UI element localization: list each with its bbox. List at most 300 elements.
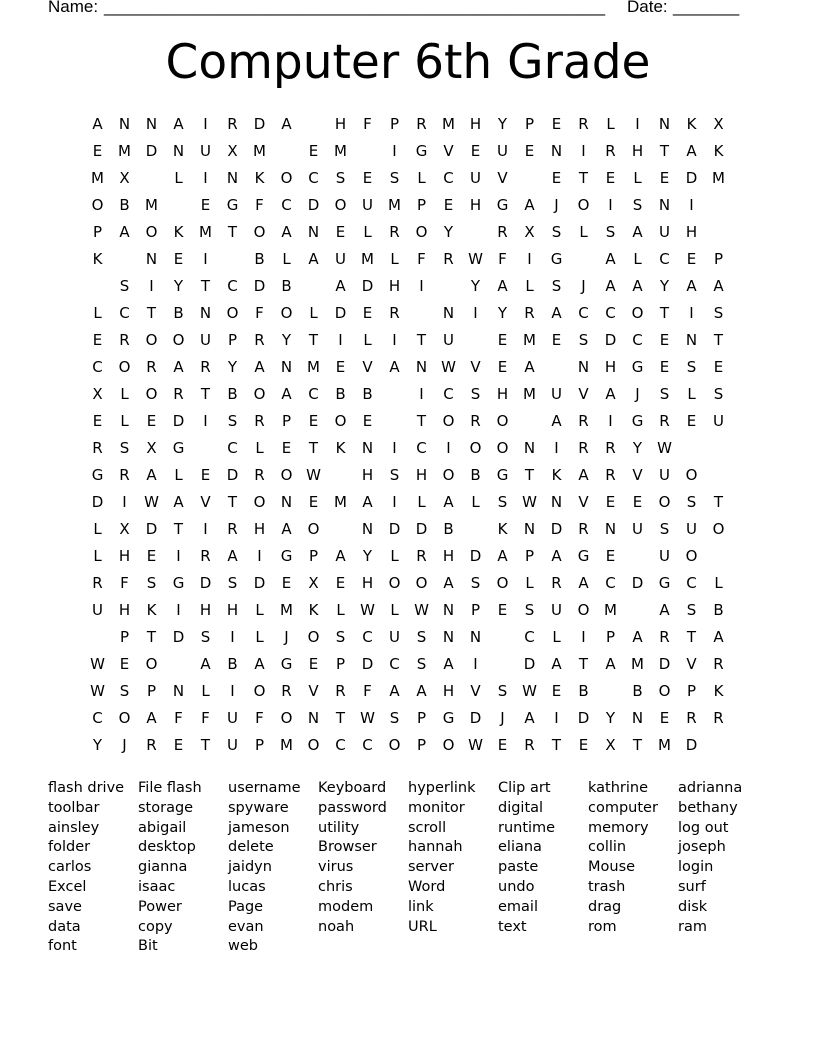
grid-letter: I	[257, 547, 262, 565]
grid-letter: U	[335, 250, 346, 268]
grid-letter: X	[146, 439, 157, 457]
grid-letter: I	[446, 439, 451, 457]
grid-letter: G	[415, 142, 428, 160]
grid-letter: A	[524, 709, 535, 727]
grid-letter: U	[362, 196, 373, 214]
grid-letter: M	[199, 223, 212, 241]
word-item: username	[228, 780, 301, 796]
grid-letter: Y	[362, 547, 373, 565]
word-item: Clip art	[498, 780, 551, 796]
grid-letter: L	[282, 250, 291, 268]
grid-letter: U	[632, 520, 643, 538]
grid-letter: A	[713, 277, 724, 295]
grid-letter: W	[522, 493, 537, 511]
grid-row	[84, 358, 732, 385]
grid-letter: O	[253, 493, 266, 511]
word-item: URL	[408, 918, 437, 935]
grid-letter: L	[363, 223, 372, 241]
grid-letter: K	[254, 169, 265, 187]
word-item: modem	[318, 898, 374, 915]
grid-letter: P	[92, 223, 103, 241]
grid-letter: W	[414, 601, 429, 619]
grid-letter: R	[119, 466, 130, 484]
grid-letter: A	[200, 655, 211, 673]
word-item: memory	[588, 819, 649, 836]
grid-blank-cell	[705, 223, 732, 250]
grid-letter: V	[200, 493, 211, 511]
grid-letter: C	[281, 196, 292, 214]
word-item: flash drive	[48, 780, 125, 796]
word-item: ram	[678, 918, 707, 935]
grid-letter: A	[605, 277, 616, 295]
grid-letter: J	[122, 736, 127, 754]
grid-letter: N	[523, 520, 536, 538]
grid-letter: L	[471, 493, 480, 511]
grid-letter: R	[605, 142, 616, 160]
grid-letter: P	[227, 331, 238, 349]
grid-letter: E	[443, 196, 454, 214]
grid-letter: N	[199, 304, 212, 322]
grid-letter: U	[713, 412, 724, 430]
grid-blank-cell	[408, 304, 435, 331]
grid-letter: D	[361, 655, 374, 673]
grid-letter: P	[254, 736, 265, 754]
grid-blank-cell	[543, 358, 570, 385]
grid-letter: F	[498, 250, 507, 268]
grid-letter: A	[416, 682, 427, 700]
grid-blank-cell	[327, 520, 354, 547]
grid-blank-cell	[489, 628, 516, 655]
grid-letter: S	[470, 574, 481, 592]
grid-letter: R	[659, 628, 670, 646]
grid-letter: S	[578, 331, 589, 349]
word-item: jaidyn	[228, 859, 272, 876]
grid-letter: N	[658, 196, 671, 214]
grid-letter: V	[686, 655, 697, 673]
grid-letter: L	[552, 628, 561, 646]
grid-letter: O	[118, 358, 131, 376]
grid-letter: A	[146, 709, 157, 727]
grid-letter: E	[524, 142, 535, 160]
grid-letter: R	[713, 655, 724, 673]
grid-row	[84, 736, 732, 763]
grid-letter: E	[659, 331, 670, 349]
word-search-grid	[84, 115, 732, 763]
grid-letter: V	[308, 682, 319, 700]
grid-letter: L	[714, 574, 723, 592]
grid-letter: D	[253, 115, 266, 133]
word-column	[498, 779, 588, 937]
grid-letter: O	[496, 412, 509, 430]
grid-letter: O	[442, 466, 455, 484]
grid-letter: T	[146, 628, 157, 646]
grid-letter: R	[578, 412, 589, 430]
grid-letter: A	[578, 466, 589, 484]
grid-letter: D	[523, 655, 536, 673]
grid-letter: C	[686, 574, 697, 592]
grid-letter: K	[713, 682, 724, 700]
grid-letter: R	[416, 547, 427, 565]
word-item: adrianna	[678, 780, 743, 796]
grid-letter: A	[443, 493, 454, 511]
grid-letter: O	[685, 466, 698, 484]
grid-letter: T	[713, 493, 724, 511]
grid-letter: X	[227, 142, 238, 160]
grid-letter: O	[496, 574, 509, 592]
grid-row	[84, 520, 732, 547]
grid-letter: N	[172, 682, 185, 700]
word-item: delete	[228, 839, 274, 856]
word-item: surf	[678, 878, 706, 895]
grid-letter: D	[253, 277, 266, 295]
grid-letter: T	[227, 493, 238, 511]
grid-letter: L	[93, 304, 102, 322]
grid-blank-cell	[300, 277, 327, 304]
grid-letter: B	[470, 466, 481, 484]
grid-blank-cell	[462, 223, 489, 250]
grid-letter: B	[443, 520, 454, 538]
grid-blank-cell	[165, 196, 192, 223]
grid-letter: A	[227, 547, 238, 565]
grid-letter: E	[659, 169, 670, 187]
grid-letter: D	[415, 520, 428, 538]
grid-letter: M	[280, 736, 293, 754]
grid-letter: Y	[470, 277, 481, 295]
word-item: scroll	[408, 819, 447, 836]
grid-letter: L	[93, 547, 102, 565]
grid-letter: I	[176, 601, 181, 619]
grid-blank-cell	[705, 736, 732, 763]
grid-letter: L	[309, 304, 318, 322]
grid-letter: V	[578, 385, 589, 403]
grid-letter: L	[525, 574, 534, 592]
grid-letter: L	[390, 250, 399, 268]
grid-letter: U	[686, 520, 697, 538]
grid-letter: T	[686, 628, 697, 646]
grid-letter: B	[173, 304, 184, 322]
word-item: carlos	[48, 859, 92, 876]
grid-letter: E	[497, 601, 508, 619]
grid-letter: O	[145, 331, 158, 349]
grid-letter: O	[658, 493, 671, 511]
grid-letter: R	[146, 736, 157, 754]
grid-letter: G	[91, 466, 104, 484]
grid-letter: I	[527, 250, 532, 268]
grid-letter: I	[392, 439, 397, 457]
grid-letter: N	[550, 493, 563, 511]
grid-letter: Y	[659, 277, 670, 295]
grid-letter: T	[200, 736, 211, 754]
grid-letter: S	[713, 304, 724, 322]
grid-letter: R	[713, 709, 724, 727]
grid-letter: I	[230, 682, 235, 700]
word-item: text	[498, 918, 527, 935]
grid-letter: O	[280, 466, 293, 484]
grid-letter: M	[280, 601, 293, 619]
grid-letter: S	[551, 223, 562, 241]
grid-letter: L	[390, 547, 399, 565]
grid-blank-cell	[462, 520, 489, 547]
word-item: server	[408, 859, 454, 876]
grid-letter: N	[442, 601, 455, 619]
grid-letter: H	[469, 196, 482, 214]
grid-letter: E	[200, 466, 211, 484]
grid-letter: D	[469, 709, 482, 727]
word-item: noah	[318, 918, 355, 935]
grid-blank-cell	[705, 466, 732, 493]
word-item: copy	[138, 918, 173, 935]
grid-letter: H	[334, 115, 347, 133]
grid-blank-cell	[705, 196, 732, 223]
grid-letter: H	[442, 547, 455, 565]
grid-letter: X	[713, 115, 724, 133]
grid-letter: G	[172, 439, 185, 457]
grid-letter: A	[281, 223, 292, 241]
grid-letter: K	[497, 520, 508, 538]
grid-letter: I	[689, 304, 694, 322]
grid-letter: I	[176, 547, 181, 565]
grid-letter: D	[388, 520, 401, 538]
grid-row	[84, 655, 732, 682]
grid-letter: R	[389, 304, 400, 322]
grid-letter: I	[149, 277, 154, 295]
grid-letter: T	[524, 466, 535, 484]
grid-letter: R	[686, 709, 697, 727]
grid-letter: F	[120, 574, 129, 592]
grid-letter: A	[551, 304, 562, 322]
grid-letter: R	[578, 439, 589, 457]
grid-letter: D	[172, 628, 185, 646]
grid-letter: T	[632, 736, 643, 754]
word-item: log out	[678, 819, 729, 836]
grid-letter: E	[146, 547, 157, 565]
grid-letter: L	[525, 277, 534, 295]
grid-letter: A	[632, 277, 643, 295]
grid-letter: E	[605, 169, 616, 187]
word-item: gianna	[138, 859, 188, 876]
word-item: link	[408, 898, 434, 915]
grid-letter: E	[686, 250, 697, 268]
grid-letter: O	[253, 223, 266, 241]
grid-letter: L	[687, 385, 696, 403]
grid-letter: P	[416, 709, 427, 727]
grid-letter: O	[685, 547, 698, 565]
grid-blank-cell	[327, 466, 354, 493]
grid-letter: K	[92, 250, 103, 268]
word-item: monitor	[408, 799, 465, 816]
word-item: paste	[498, 859, 539, 876]
grid-letter: D	[307, 196, 320, 214]
grid-letter: R	[605, 466, 616, 484]
grid-letter: L	[633, 169, 642, 187]
grid-letter: N	[442, 304, 455, 322]
grid-letter: H	[469, 115, 482, 133]
word-column	[318, 779, 408, 937]
grid-letter: C	[578, 304, 589, 322]
grid-letter: C	[308, 169, 319, 187]
grid-letter: Y	[92, 736, 103, 754]
grid-letter: O	[388, 736, 401, 754]
grid-letter: E	[659, 358, 670, 376]
word-item: digital	[498, 799, 544, 816]
grid-letter: N	[685, 331, 698, 349]
grid-letter: C	[362, 628, 373, 646]
grid-letter: A	[146, 466, 157, 484]
grid-row	[84, 439, 732, 466]
grid-letter: C	[227, 439, 238, 457]
grid-blank-cell	[381, 385, 408, 412]
page-title: Computer 6th Grade	[165, 35, 651, 90]
grid-letter: A	[497, 547, 508, 565]
grid-letter: V	[632, 466, 643, 484]
grid-letter: D	[469, 547, 482, 565]
grid-row	[84, 574, 732, 601]
word-item: data	[48, 918, 81, 935]
grid-letter: V	[578, 493, 589, 511]
grid-letter: P	[416, 736, 427, 754]
grid-letter: S	[416, 655, 427, 673]
grid-letter: E	[497, 736, 508, 754]
grid-letter: R	[227, 520, 238, 538]
name-label: Name:	[48, 0, 99, 16]
grid-blank-cell	[462, 331, 489, 358]
grid-letter: D	[172, 412, 185, 430]
grid-letter: P	[605, 628, 616, 646]
grid-letter: A	[443, 655, 454, 673]
grid-letter: O	[118, 709, 131, 727]
grid-letter: U	[389, 628, 400, 646]
grid-letter: D	[685, 169, 698, 187]
grid-letter: E	[605, 547, 616, 565]
grid-letter: B	[254, 250, 265, 268]
grid-letter: O	[145, 223, 158, 241]
grid-letter: G	[172, 574, 185, 592]
grid-letter: N	[280, 493, 293, 511]
grid-letter: C	[632, 331, 643, 349]
grid-letter: I	[392, 493, 397, 511]
grid-letter: N	[361, 439, 374, 457]
grid-letter: E	[551, 115, 562, 133]
grid-letter: I	[203, 115, 208, 133]
date-blank: _______	[673, 0, 740, 16]
grid-letter: C	[605, 574, 616, 592]
grid-letter: U	[200, 331, 211, 349]
grid-letter: F	[255, 304, 264, 322]
grid-letter: H	[685, 223, 698, 241]
grid-letter: E	[335, 574, 346, 592]
grid-letter: Y	[443, 223, 454, 241]
grid-letter: A	[524, 358, 535, 376]
grid-letter: V	[362, 358, 373, 376]
grid-letter: A	[443, 574, 454, 592]
grid-blank-cell	[624, 547, 651, 574]
grid-letter: E	[92, 142, 103, 160]
grid-blank-cell	[219, 250, 246, 277]
grid-letter: M	[361, 250, 374, 268]
grid-letter: F	[363, 115, 372, 133]
grid-letter: O	[631, 304, 644, 322]
grid-letter: E	[308, 655, 319, 673]
grid-row	[84, 196, 732, 223]
grid-letter: O	[280, 709, 293, 727]
grid-letter: R	[254, 331, 265, 349]
grid-letter: M	[658, 736, 671, 754]
grid-letter: N	[550, 142, 563, 160]
grid-letter: D	[145, 520, 158, 538]
word-column	[408, 779, 498, 937]
grid-letter: D	[334, 304, 347, 322]
grid-letter: R	[200, 547, 211, 565]
grid-letter: H	[388, 277, 401, 295]
grid-letter: U	[227, 736, 238, 754]
grid-letter: O	[415, 574, 428, 592]
grid-letter: R	[92, 574, 103, 592]
grid-letter: U	[470, 169, 481, 187]
date-label: Date:	[627, 0, 668, 16]
grid-letter: N	[469, 628, 482, 646]
grid-letter: L	[417, 493, 426, 511]
grid-letter: S	[686, 601, 697, 619]
grid-blank-cell	[138, 169, 165, 196]
grid-letter: P	[416, 196, 427, 214]
word-item: collin	[588, 839, 627, 856]
grid-letter: E	[335, 358, 346, 376]
grid-letter: P	[524, 547, 535, 565]
grid-letter: T	[713, 331, 724, 349]
grid-letter: A	[551, 412, 562, 430]
grid-letter: U	[551, 385, 562, 403]
grid-letter: T	[416, 412, 427, 430]
grid-letter: R	[524, 304, 535, 322]
grid-letter: S	[659, 385, 670, 403]
grid-letter: O	[91, 196, 104, 214]
grid-letter: M	[442, 115, 455, 133]
grid-letter: S	[686, 493, 697, 511]
grid-letter: R	[173, 385, 184, 403]
grid-row	[84, 250, 732, 277]
word-item: isaac	[138, 878, 176, 895]
grid-letter: T	[173, 520, 184, 538]
grid-letter: P	[308, 547, 319, 565]
grid-letter: O	[145, 655, 158, 673]
word-item: login	[678, 859, 714, 876]
grid-letter: Y	[281, 331, 292, 349]
grid-letter: Y	[632, 439, 643, 457]
grid-blank-cell	[624, 601, 651, 628]
grid-letter: N	[415, 358, 428, 376]
grid-letter: A	[632, 628, 643, 646]
grid-letter: O	[280, 304, 293, 322]
grid-blank-cell	[165, 655, 192, 682]
grid-letter: U	[659, 466, 670, 484]
word-item: joseph	[678, 839, 726, 856]
word-item: File flash	[138, 780, 202, 796]
grid-letter: D	[361, 277, 374, 295]
grid-letter: I	[635, 115, 640, 133]
grid-blank-cell	[84, 628, 111, 655]
grid-letter: O	[226, 304, 239, 322]
word-item: font	[48, 938, 77, 955]
grid-letter: N	[361, 520, 374, 538]
grid-letter: N	[280, 358, 293, 376]
grid-letter: A	[497, 277, 508, 295]
grid-letter: N	[118, 115, 131, 133]
grid-letter: T	[416, 331, 427, 349]
grid-letter: A	[578, 574, 589, 592]
grid-letter: K	[308, 601, 319, 619]
grid-letter: O	[712, 520, 725, 538]
grid-letter: S	[119, 439, 130, 457]
